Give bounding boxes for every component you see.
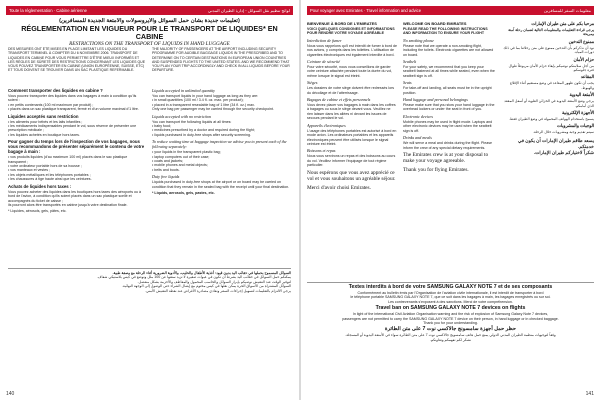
fr-section-heading: Comment transporter des liquides en cabine ? — [8, 88, 103, 93]
en-info-heading: Hand luggage and personal belongings — [403, 97, 468, 103]
en-section-heading: Liquids accepted in unlimited quantity — [152, 88, 215, 93]
page-number-left: 140 — [6, 391, 15, 397]
fr-section-heading: Pour gagner du temps lors de l'inspection de vos bagages, nous vous recommandons de présenter séparément le contenu de votre bagage à main : — [8, 139, 145, 155]
fr-footnote: * Liquides, aérosols, gels, pâtes, etc. — [8, 209, 67, 214]
fr-section-heading: Achats de liquides hors taxes : — [8, 183, 72, 189]
en-closing: The Emirates crew is at your disposal to make your voyage agreeable. — [403, 151, 489, 165]
fr-closing: Nous espérons que vous avez apprécié ce vol et vous souhaitons un agréable séjour. — [307, 169, 396, 183]
welcome-ar-column — [501, 19, 594, 279]
notice-en-title: Travel ban on SAMSUNG GALAXY NOTE 7 devices on flights — [375, 305, 526, 312]
fr-section-body: • les aliments pour bébés et les laits infantiles ; • les médicaments indispensables pendant le vol, sous réserve de présenter une prescription médicale ; • les liquides achetés en boutique hors taxes. — [8, 119, 137, 137]
fr-section-body: Vous pouvez transporter des liquides dans vos bagages à main à condition qu'ils soient : • en petits contenants (100 ml maximum par produit) ; • placés dans un sac plastique transparent, fermé et d'un volume maximal d'1 litre. — [8, 94, 139, 112]
en-info-text: For your safety, we recommend that you keep your seatbelt fastened at all times while seated, even when the seatbelt sign is off. — [403, 65, 495, 78]
en-footnote: * Liquids, aerosols, gels, pastes, etc. — [152, 191, 215, 196]
en-info-text: For take-off and landing, all seats must be in the upright position. — [403, 86, 492, 95]
fr-section-body: • vos produits liquides (d'au maximum 100 ml) placés dans le sac plastique transparent ; • votre ordinateur portable hors de sa housse ; • vos manteaux et vestes ; • les objets métalliques et les téléphones portables ; • les chaussures à tige haute ainsi que les ceintures. — [8, 155, 128, 182]
notice-fr-line: Conformément au bulletin émis par l'Organisation de l'aviation civile internationale, il est interdit de transporter à bord — [357, 291, 544, 295]
en-info-text: Mobile phones may be used in flight mode. Laptops and other electronic devices may be used when the seatbelt sign is off. — [403, 119, 493, 133]
right-header-ar: معلومات السفر للمسافرين — [544, 8, 591, 13]
fr-section-body: Vous pouvez acheter des liquides dans les boutiques hors taxes des aéroports ou à bord de l'avion, à condition qu'ils soient placés dans un sac plastique scellé et accompagnés du ticket de caisse ; ils pourront alors être transportés en cabine jusqu'à votre destination finale. — [8, 189, 142, 207]
fr-sign: Merci d'avoir choisi Emirates. — [307, 184, 371, 191]
welcome-fr-subtitle: VOICI QUELQUES CONSIGNES ET INFORMATIONS POUR RENDRE VOTRE VOYAGE AGRÉABLE — [307, 27, 395, 36]
fr-info-heading: Bagages de cabine et effets personnels — [307, 97, 371, 103]
left-header-ar: لوائح تنظيم نقل السوائل - إدارة الطيران المدني — [207, 8, 290, 13]
page-number-right: 141 — [585, 391, 594, 397]
notice-en-line: In light of the international Civil Aviation Organisation warning and the risk of explosion of Samsung Galaxy Note 7 devices, — [352, 312, 549, 317]
ar-paragraph: يرجى الالتزام بالتعليمات لتسهيل إجراءات السفر وتفادي مصادرة الأغراض عند نقطة التفتيش الأمني. — [145, 288, 291, 293]
fr-info-text: Les dossiers de votre siège doivent être redressés lors du décollage et de l'atterrissage. — [307, 86, 395, 95]
en-info-text: Please note that we operate a non-smoking flight, including the toilets. Electronic cigarettes are not allowed on board. — [403, 43, 494, 57]
fr-info-heading: Sièges — [307, 80, 318, 86]
ar-info-text: نود أن نذكركم بأن التدخين ممنوع على متن رحلاتنا بما في ذلك دورات المياه. — [503, 45, 594, 55]
fr-info-text: Vous devez placer vos bagages à main dans les coffres à bagages ou sous le siège devant vous. Veuillez ne rien laisser dans les allées ni devant les issues de secours pendant le vol. — [307, 103, 396, 121]
ar-info-heading: حزام الأمان — [573, 56, 594, 62]
notice-en-line: Thank you for your understanding. — [423, 321, 478, 326]
title-ar: (تعليمات جديدة بشأن حمل السوائل والأيروسولات والأمتعة الجديدة للمسافرين) — [59, 18, 240, 24]
divider — [307, 282, 594, 283]
ar-info-text: يسمح باستخدام الهواتف المحمولة في وضع الطيران فقط. — [508, 117, 594, 122]
notice-fr-line: le téléphone portable SAMSUNG GALAXY NOTE 7, que ce soit dans les bagages à main, les bagages enregistrés ou sur soi. — [350, 295, 551, 300]
welcome-fr-column — [307, 19, 397, 279]
fr-section-heading: Liquides acceptés sans restriction — [8, 113, 79, 119]
en-section-heading: To reduce waiting time at baggage inspection we advise you to present each of the following separately: — [152, 139, 287, 150]
notice-fr-title: Textes interdits à bord de votre SAMSUNG GALAXY NOTE 7 et de ses composants — [348, 284, 553, 290]
en-info-heading: Drinks and meals — [403, 135, 432, 141]
fr-info-text: L'usage des téléphones portables est autorisé à bord en mode avion. Les ordinateurs portables et les appareils électroniques peuvent être utilisés lorsque le signal ceinture est éteint. — [307, 128, 397, 146]
samsung-notice — [307, 282, 594, 390]
ar-paragraph: السوائل المسموح بحملها في حقائب اليد بدون قيود: أغذية الأطفال والحليب، والأدوية الضرورية أثناء الرحلة مع وصفة طبية. — [112, 271, 291, 275]
ar-block — [8, 268, 291, 388]
welcome-en-column — [403, 19, 495, 279]
fr-column — [8, 86, 146, 264]
right-page — [301, 0, 600, 400]
left-page — [0, 0, 299, 400]
en-column — [152, 86, 291, 264]
welcome-en-subtitle: PLEASE READ THE FOLLOWING INSTRUCTIONS AND INFORMATION TO ENSURE YOUR FLIGHT — [403, 27, 488, 36]
en-info-text: Please make sure that you stow your hand luggage in the overhead lockers or under the seat in front of you. — [403, 103, 495, 112]
left-header-en: Toute la réglementation · Cabine aérienne — [9, 8, 87, 13]
ar-info-heading: ممنوع التدخين — [568, 38, 594, 44]
ar-info-heading: الوجبات والمشروبات — [556, 123, 594, 129]
intro-en: THE MAJORITY OF PASSENGERS AT THE AIRPORT INCLUDING SECURITY PROGRAMME FOR AUDIBLE BAGGAGE LIQUIDS IN THE PRESCRIBED AND TO DETERMINE ON TO CERTAIN DESTINATIONS IN EUROPEAN UNION COUNTRIES AND SUSPENDED FLIGHTS TO THE UNITED STATES. AND WE RECOMMEND THAT YOU PLAN YOUR TRIP ACCORDINGLY AND CHECK IN ALL LIQUIDS BEFORE YOUR DEPARTURE. — [152, 47, 290, 73]
ar-sign: شكراً لاختياركم طيران الإمارات. — [533, 149, 594, 155]
notice-ar-title: حظر حمل أجهزة سامسونج جالاكسي نوت 7 على متن الطائرة — [384, 326, 517, 333]
en-sign: Thank you for flying Emirates. — [403, 166, 469, 173]
en-info-heading: No smoking please — [403, 37, 434, 43]
right-header-band — [307, 6, 594, 15]
welcome-ar-subtitle: يرجى قراءة التعليمات والمعلومات التالية لضمان رحلة آمنة ومريحة — [508, 28, 594, 37]
en-section-body: You can transport the following liquids at all times: • baby food; • medicines prescribed by a doctor and required during the flight; • liquids purchased in duty-free shops after security screening. — [152, 119, 255, 137]
fr-info-text: Pour votre sécurité, nous vous conseillons de garder votre ceinture attachée pendant toute la durée du vol, même lorsque le signal est éteint. — [307, 65, 393, 78]
en-section-body: • your liquids in the transparent plastic bag; • laptop computers out of their case; • coats and jackets; • mobile phones and metal objects; • belts and boots. — [152, 150, 221, 172]
en-info-heading: Seatbelt — [403, 59, 417, 65]
divider — [8, 268, 291, 269]
ar-info-text: يرجى وضع الأمتعة اليدوية في الخزائن العلوية أو أسفل المقعد الذي أمامكم. — [504, 99, 594, 108]
ar-info-heading: الأمتعة اليدوية — [569, 92, 594, 98]
fr-info-heading: Boissons et repas — [307, 148, 336, 154]
en-section-body: You can transport liquids in your hand luggage as long as they are: • in small quantities (100 ml / 3.4 fl. oz. max. per product); • placed in a transparent resealable bag of 1 litre (34 fl. oz.) max. Only one bag per passenger may be carried through the security checkpoint. — [152, 94, 274, 112]
ar-closing: يسعد طاقم طيران الإمارات أن يكون في خدمتكم. — [517, 137, 594, 149]
welcome-en-title: WELCOME ON BOARD EMIRATES — [403, 21, 467, 26]
ar-paragraph: السوائل المشتراة من الأسواق الحرة يمكن نقلها في كيس مختوم مع إيصال الشراء حتى الوصول إلى الوجهة النهائية. — [121, 284, 291, 289]
ar-info-heading: المقاعد — [580, 74, 594, 80]
notice-fr-line: Les contrevenants s'exposent à des sanctions. Merci de votre compréhension. — [388, 299, 513, 304]
welcome-fr-title: BIENVENUE À BORD DE L'EMIRATES — [307, 21, 377, 26]
fr-info-heading: Interdiction de fumer — [307, 37, 342, 43]
left-title-block — [8, 18, 291, 47]
fr-info-heading: Appareils électroniques — [307, 122, 346, 128]
title-en: RESTRICTIONS ON THE TRANSPORT OF LIQUIDS IN HAND LUGGAGE — [69, 41, 230, 47]
en-section-body: Liquids purchased in duty-free shops at the airport or on board may be carried on condition that they remain in the sealed bag with the receipt until your final destination. — [152, 180, 290, 189]
en-info-heading: Electronic devices — [403, 113, 433, 119]
ar-paragraph: لتوفير الوقت عند التفتيش نوصيكم بإبراز السوائل والحاسب المحمول والمعاطف والأحزمة بشكل منفصل. — [137, 279, 291, 284]
fr-info-text: Nous vous servirons un repas et des boissons au cours du vol. Veuillez informer l'équipage de tout régime particulier. — [307, 154, 396, 168]
en-section-heading: Liquids accepted with no restriction — [152, 113, 211, 119]
notice-en-line: passengers are not permitted to carry the SAMSUNG GALAXY NOTE 7 device on their person, in hand luggage or in checked baggage. — [342, 316, 559, 321]
ar-info-heading: الأجهزة الإلكترونية — [562, 110, 594, 116]
ar-info-text: يجب أن تكون ظهور المقاعد في وضع مستقيم أثناء الإقلاع والهبوط. — [509, 81, 594, 90]
fr-info-text: Nous vous rappelons qu'il est interdit de fumer à bord de nos avions, y compris dans les toilettes. L'utilisation de cigarettes électroniques est également interdite à bord. — [307, 43, 397, 57]
fr-info-heading: Ceinture de sécurité — [307, 59, 341, 65]
ar-info-text: من أجل سلامتكم نوصيكم بإبقاء حزام الأمان مربوطاً طوال فترة جلوسكم. — [508, 63, 594, 73]
en-info-heading: Seats — [403, 80, 412, 86]
notice-ar-line: نشكر لكم تفهمكم وتعاونكم. — [429, 337, 472, 342]
en-info-text: We will serve a meal and drinks during the flight. Please inform the crew of any special dietary requirements. — [403, 141, 493, 150]
welcome-ar-title: مرحبا بكم على متن طيران الإمارات — [531, 21, 594, 26]
left-header-band — [6, 6, 293, 15]
right-header-en: Pour voyager avec Emirates · Travel information and advice — [310, 8, 422, 13]
intro-fr: DES MESURES ONT ÉTÉ MISES EN PLACE LIMITANT LES LIQUIDES DU TRANSPORT TERMINEL À COMPTER DU 6 NOVEMBRE 2006. TRANSPORT DE LIQUIDES EN CABINE POUR VOUS PERMETTRE D'ÊTRE MIEUX INFORMÉS ET LES RÈGLES DE SÛRETÉ DES RESTRICTIONS CONCERNANT LES LIQUIDES QUE VOUS POUVEZ TRANSPORTER EN CABINE (UNION EUROPÉENNE, SUISSE, ETC) ET TOUS DOIVENT SE TROUVER DANS UN SAC PLASTIQUE REFERMABLE. — [8, 47, 146, 73]
title-fr: RÉGLEMENTATION EN VIGUEUR POUR LE TRANSPORT DE LIQUIDES* EN CABINE — [21, 24, 278, 41]
ar-info-text: سيتم تقديم وجبة ومشروبات خلال الرحلة. — [532, 130, 594, 135]
en-section-heading: Duty free liquids — [152, 174, 180, 180]
notice-ar-line: وفقاً لتوجيهات منظمة الطيران المدني الدولي يمنع حمل هاتف سامسونج جالاكسي نوت 7 على متن الطائرة سواء في الأمتعة اليدوية أو المسجلة. — [345, 333, 556, 338]
ar-paragraph: يمكنكم حمل السوائل في حقائب اليد بشرط أن تكون في عبوات صغيرة لا تزيد سعتها عن 100 ملل وتوضع في كيس بلاستيكي شفاف. — [96, 275, 291, 280]
